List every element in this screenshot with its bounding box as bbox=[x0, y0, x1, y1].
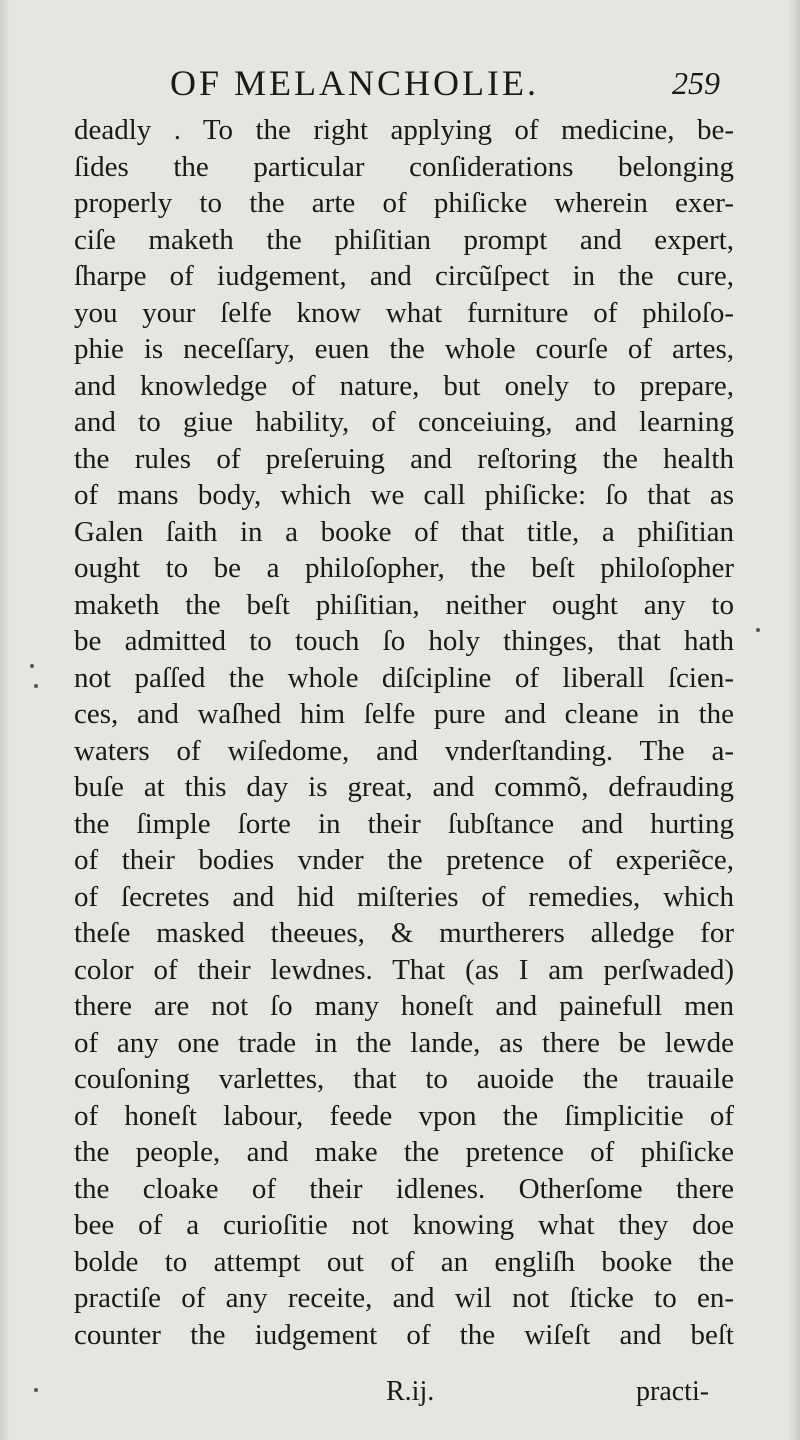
text-line: Galen ſaith in a booke of that title, a phiſitian bbox=[74, 515, 734, 548]
text-line: you your ſelfe know what furniture of philoſo- bbox=[74, 296, 734, 329]
ink-speck bbox=[34, 684, 38, 688]
text-line: practiſe of any receite, and wil not ſticke to en- bbox=[74, 1282, 734, 1314]
text-line: the cloake of their idlenes. Otherſome there bbox=[74, 1172, 734, 1205]
text-line: maketh the beſt phiſitian, neither ought any to bbox=[74, 588, 734, 621]
page-footer bbox=[0, 1372, 800, 1412]
text-line: ciſe maketh the phiſitian prompt and expert, bbox=[74, 223, 734, 256]
text-line: the ſimple ſorte in their ſubſtance and hurting bbox=[74, 807, 734, 840]
text-line: there are not ſo many honeſt and painefull men bbox=[74, 990, 734, 1022]
text-line: not paſſed the whole diſcipline of liberall ſcien- bbox=[74, 661, 734, 694]
body-text bbox=[74, 112, 734, 1353]
text-line: counter the iudgement of the wiſeſt and beſt bbox=[74, 1318, 734, 1351]
text-line: of honeſt labour, feede vpon the ſimplicitie of bbox=[74, 1099, 734, 1132]
text-line: theſe masked theeues, & murtherers alledge for bbox=[74, 917, 734, 949]
text-line: of any one trade in the lande, as there be lewde bbox=[74, 1026, 734, 1059]
text-line: ſides the particular conſiderations belonging bbox=[74, 150, 734, 183]
page-header bbox=[0, 58, 800, 108]
text-line: properly to the arte of phiſicke wherein exer- bbox=[74, 187, 734, 219]
text-line: bolde to attempt out of an engliſh booke the bbox=[74, 1245, 734, 1278]
text-line: color of their lewdnes. That (as I am perſwaded) bbox=[74, 953, 734, 986]
ink-speck bbox=[756, 628, 760, 632]
text-line: and knowledge of nature, but onely to prepare, bbox=[74, 369, 734, 402]
text-line: of mans body, which we call phiſicke: ſo that as bbox=[74, 479, 734, 511]
page-number: 259 bbox=[672, 65, 720, 101]
ink-speck bbox=[34, 1388, 38, 1392]
text-line: the rules of preſeruing and reſtoring the health bbox=[74, 442, 734, 475]
text-line: ces, and waſhed him ſelfe pure and cleane in the bbox=[74, 698, 734, 730]
signature-mark: R.ij. bbox=[386, 1376, 435, 1407]
text-line: of their bodies vnder the pretence of experiẽce, bbox=[74, 844, 734, 876]
text-line: waters of wiſedome, and vnderſtanding. The a- bbox=[74, 734, 734, 767]
text-line: of ſecretes and hid miſteries of remedies, which bbox=[74, 880, 734, 913]
page-edge-left bbox=[0, 0, 10, 1440]
text-line: buſe at this day is great, and commõ, defrauding bbox=[74, 771, 734, 803]
text-line: be admitted to touch ſo holy thinges, that hath bbox=[74, 625, 734, 657]
catchword: practi- bbox=[636, 1376, 710, 1407]
text-line: ſharpe of iudgement, and circũſpect in the cure, bbox=[74, 260, 734, 292]
ink-speck bbox=[30, 664, 34, 668]
text-line: and to giue hability, of conceiuing, and learning bbox=[74, 406, 734, 438]
text-line: bee of a curioſitie not knowing what they doe bbox=[74, 1209, 734, 1241]
text-line: couſoning varlettes, that to auoide the trauaile bbox=[74, 1063, 734, 1095]
text-line: deadly . To the right applying of medicine, be- bbox=[74, 114, 734, 146]
text-line: phie is neceſſary, euen the whole courſe of artes, bbox=[74, 333, 734, 365]
running-title: OF MELANCHOLIE. bbox=[170, 63, 539, 103]
page-edge-right bbox=[788, 0, 800, 1440]
text-line: the people, and make the pretence of phiſicke bbox=[74, 1136, 734, 1168]
text-line: ought to be a philoſopher, the beſt philoſopher bbox=[74, 552, 734, 584]
